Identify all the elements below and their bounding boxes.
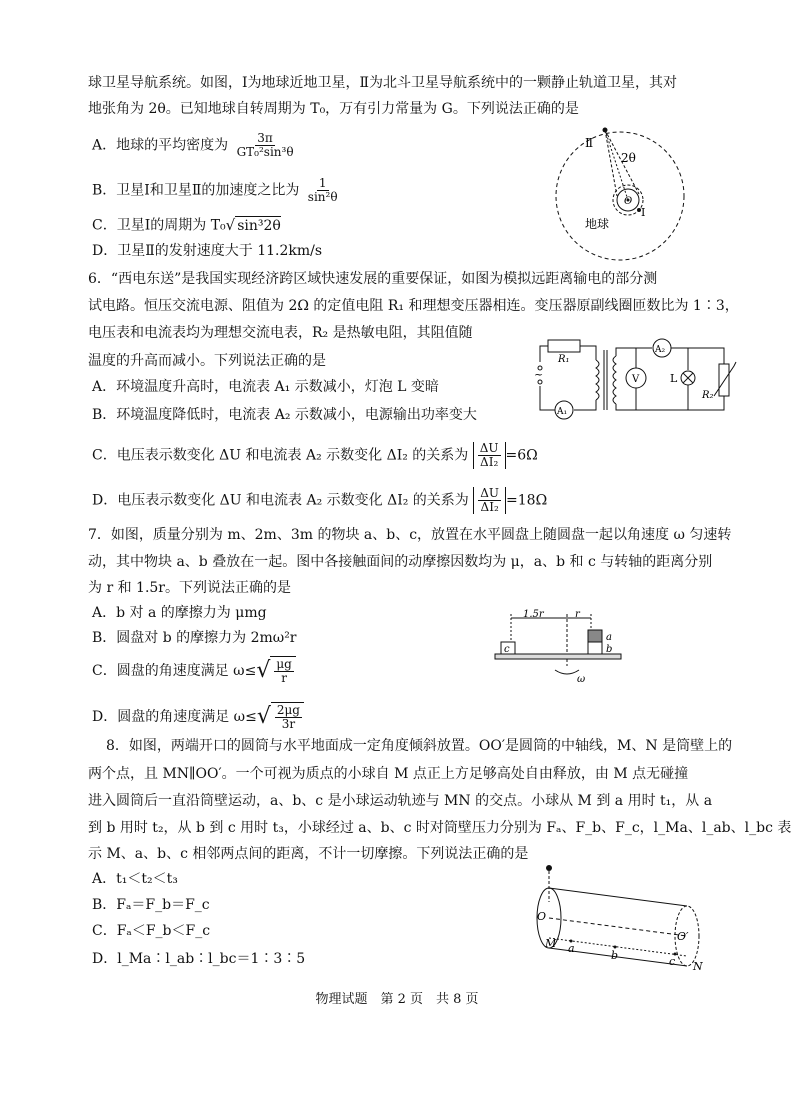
q6-label-a1: A₁ [557,407,568,417]
q8-label-c: c [669,955,676,968]
q8-line1: 8．如图，两端开口的圆筒与水平地面成一定角度倾斜放置。OO′是圆筒的中轴线，M、N 是筒壁上的 [106,738,733,754]
q6-line1: 6．“西电东送”是我国实现经济跨区域快速发展的重要保证，如图为模拟远距离输电的部分测 [88,271,658,287]
q7-disc [495,654,621,659]
q5-option-a-den: GT₀²sin³θ [236,145,294,159]
q8-option-b[interactable]: B．Fₐ＝F_b＝F_c [92,897,210,913]
q5-satellite-ii [603,128,608,133]
q7-label-d1: 1.5r [523,609,544,620]
q5-line1: 球卫星导航系统。如图，Ⅰ为地球近地卫星，Ⅱ为北斗卫星导航系统中的一颗静止轨道卫星，其对 [88,75,678,91]
q6-resistor-r1 [548,340,580,352]
q8-line2: 两个点，且 MN∥OO′。一个可视为质点的小球自 M 点正上方足够高处自由释放，由 M 点无碰撞 [88,766,689,782]
q6-option-d-den: ΔI₂ [480,500,499,514]
q7-option-c-den: r [281,671,287,685]
q8-option-a[interactable]: A．t₁＜t₂＜t₃ [92,871,178,887]
q5-tangent-left [605,130,617,196]
q6-primary-coil [596,360,599,400]
q6-secondary-coil [613,356,616,404]
q5-orbit-figure [545,122,695,262]
q6-circuit-figure [528,338,738,420]
q6-label-r2: R₂ [702,390,714,401]
q7-option-d-den: 3r [281,717,296,731]
q7-option-d-sqrt: √ $\frac{2\mu g}{3r}$ [257,702,304,732]
q7-option-c-sqrt: √ $\frac{\mu g}{r}$ [256,656,296,686]
q6-option-c-abs [473,442,506,469]
q5-label-o: O [624,196,633,207]
q7-label-d2: r [575,609,580,620]
q7-turntable-figure [485,608,630,688]
q6-label-v: V [632,374,640,385]
q7-option-d-text: D．圆盘的角速度满足 ω≤ [92,709,257,725]
q6-option-a[interactable]: A．环境温度升高时，电流表 A₁ 示数减小，灯泡 L 变暗 [92,379,439,395]
q7-option-b[interactable]: B．圆盘对 b 的摩擦力为 2mω²r [92,630,297,646]
q5-option-c[interactable] [92,216,281,235]
q5-label-ii: Ⅱ [585,136,594,150]
q6-source: ~ [534,368,544,381]
q5-option-b-fraction [306,177,340,204]
q8-option-c[interactable]: C．Fₐ＜F_b＜F_c [92,923,211,939]
q6-label-l: L [670,372,678,385]
q7-label-a: a [606,632,612,643]
q8-option-d[interactable]: D．l_Ma∶l_ab∶l_bc＝1∶3∶5 [92,951,306,967]
q7-option-d-num: 2μg [276,703,300,717]
q6-line4: 温度的升高而减小。下列说法正确的是 [88,353,326,369]
q7-line2: 动，其中物块 a、b 叠放在一起。图中各接触面间的动摩擦因数均为 μ，a、b 和 c 与转轴的距离分别 [88,554,713,570]
q5-option-c-radicand: sin³2θ [237,218,281,234]
q5-option-b-num: 1 [318,176,327,190]
q6-option-d-num: ΔU [480,486,500,500]
q5-option-a[interactable] [92,132,298,159]
q7-rotation-arrow [555,670,579,674]
q8-label-o-prime: O′ [677,930,689,943]
q5-label-earth: 地球 [585,217,610,231]
q7-line3: 为 r 和 1.5r。下列说法正确的是 [88,580,291,596]
q7-option-c[interactable] [92,656,296,686]
q6-option-c-den: ΔI₂ [480,455,499,469]
q6-resistor-r2 [719,364,729,396]
q7-label-c: c [504,644,510,655]
q5-orbit-ii [556,132,684,260]
q8-label-a: a [568,942,575,955]
q6-option-c-text: C．电压表示数变化 ΔU 和电流表 A₂ 示数变化 ΔI₂ 的关系为 [92,447,469,464]
q6-option-b[interactable]: B．环境温度降低时，电流表 A₂ 示数减小，电源输出功率变大 [92,407,477,423]
q8-line3: 进入圆筒后一直沿筒壁运动，a、b、c 是小球运动轨迹与 MN 的交点。小球从 M 到 a 用时 t₁，从 a [88,793,713,809]
q6-option-d[interactable] [92,487,547,514]
q7-option-a[interactable]: A．b 对 a 的摩擦力为 μmg [92,605,267,621]
q8-cylinder-figure [525,862,715,972]
q6-option-c[interactable] [92,442,538,469]
q8-axis-oo [549,918,687,936]
q6-label-r1: R₁ [558,354,570,365]
q5-label-2theta: 2θ [621,151,636,165]
q7-block-a [588,630,602,642]
q8-ball [546,865,552,871]
q6-label-a2: A₂ [655,345,666,355]
q7-block-b [588,642,602,654]
q7-label-b: b [606,644,613,655]
q6-line2: 试电路。恒压交流电源、阻值为 2Ω 的定值电阻 R₁ 和理想变压器相连。变压器原副线圈匝数比为 1∶3， [88,298,739,314]
q8-label-m: M [545,937,557,950]
q5-option-a-num: 3π [257,131,273,145]
q5-line2: 地张角为 2θ。已知地球自转周期为 T₀，万有引力常量为 G。下列说法正确的是 [88,101,579,117]
q5-option-b-text: B．卫星Ⅰ和卫星Ⅱ的加速度之比为 [92,182,300,199]
q6-option-d-value: =18Ω [506,492,548,509]
q5-option-b-den: sin²θ [307,190,338,204]
q7-option-d[interactable] [92,702,304,732]
q7-option-c-num: μg [276,657,292,671]
q5-option-c-sqrt: √ sin³2θ [225,216,281,234]
q5-option-a-fraction [235,132,296,159]
q6-option-d-abs [473,487,506,514]
q6-option-c-num: ΔU [479,441,499,455]
q8-line4: 到 b 用时 t₂，从 b 到 c 用时 t₃，小球经过 a、b、c 时对筒壁压力分别为 Fₐ、F_b、F_c，l_Ma、l_ab、l_bc 表 [88,820,792,836]
q5-option-d[interactable]: D．卫星Ⅱ的发射速度大于 11.2km/s [92,243,323,259]
q7-label-omega: ω [577,674,586,685]
q5-label-i: Ⅰ [641,206,646,219]
q5-option-b[interactable] [92,177,342,204]
q8-line5: 示 M、a、b、c 相邻两点间的距离，不计一切摩擦。下列说法正确的是 [88,846,529,862]
q8-label-o: O [537,910,547,923]
page-footer: 物理试题 第 2 页 共 8 页 [315,992,479,1007]
q6-option-c-value: =6Ω [505,447,538,464]
q6-option-d-text: D．电压表示数变化 ΔU 和电流表 A₂ 示数变化 ΔI₂ 的关系为 [92,492,469,509]
q8-label-b: b [611,949,619,962]
q5-option-c-text: C．卫星Ⅰ的周期为 T₀ [92,217,226,234]
q7-line1: 7．如图，质量分别为 m、2m、3m 的物块 a、b、c，放置在水平圆盘上随圆盘一起以角速度 ω 匀速转 [88,527,732,543]
q8-label-n: N [693,960,703,972]
q5-option-a-text: A．地球的平均密度为 [92,137,229,154]
q7-option-c-text: C．圆盘的角速度满足 ω≤ [92,663,257,679]
q6-line3: 电压表和电流表均为理想交流电表，R₂ 是热敏电阻，其阻值随 [88,325,473,341]
